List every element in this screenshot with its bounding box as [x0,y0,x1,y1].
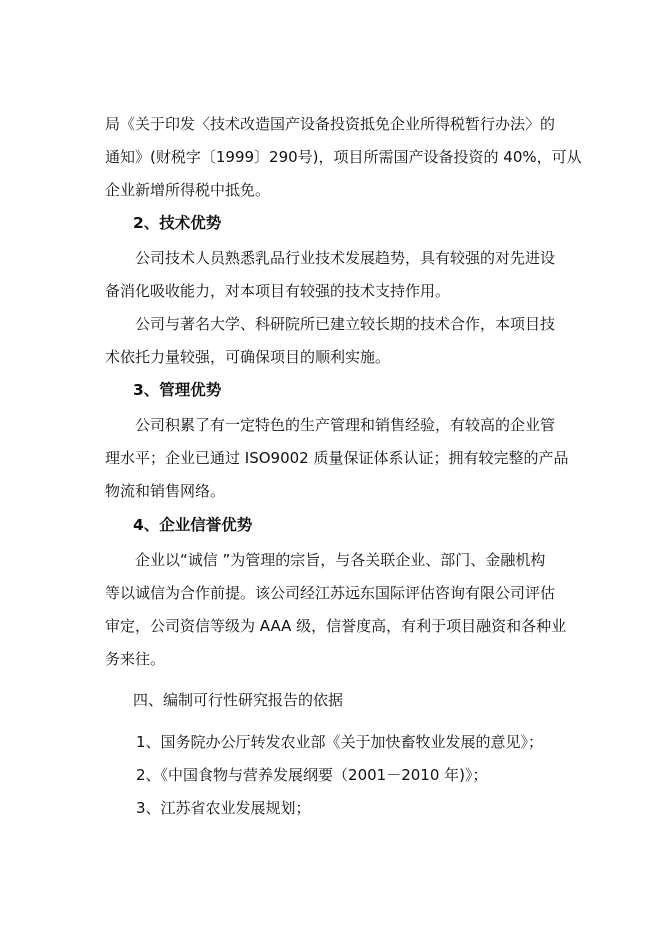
section-heading-management: 3、管理优势 [133,381,222,399]
basis-item-2: 2、《中国食物与营养发展纲要（2001－2010 年)》； [136,766,488,784]
technical-paragraph-1-line-2: 备消化吸收能力，对本项目有较强的技术支持作用。 [105,282,451,300]
intro-line-2: 通知》(财税字〔1999〕290号)，项目所需国产设备投资的 40%，可从 [105,148,582,166]
technical-paragraph-2-line-2: 术依托力量较强，可确保项目的顺利实施。 [105,348,391,366]
part-title: 四、编制可行性研究报告的依据 [133,691,344,709]
section-heading-reputation: 4、企业信誉优势 [133,516,253,534]
section-heading-technical: 2、技术优势 [133,214,222,232]
management-paragraph-line-2: 理水平；企业已通过 ISO9002 质量保证体系认证；拥有较完整的产品 [105,449,569,467]
basis-item-1: 1、国务院办公厅转发农业部《关于加快畜牧业发展的意见》； [136,733,544,751]
basis-item-3: 3、江苏省农业发展规划； [136,799,311,817]
technical-paragraph-1-line-1: 公司技术人员熟悉乳品行业技术发展趋势，具有较强的对先进设 [135,249,556,267]
management-paragraph-line-3: 物流和销售网络。 [105,482,226,500]
reputation-paragraph-line-3: 审定，公司资信等级为 AAA 级，信誉度高，有利于项目融资和各种业 [105,617,567,635]
technical-paragraph-2-line-1: 公司与著名大学、科研院所已建立较长期的技术合作，本项目技 [135,315,556,333]
reputation-paragraph-line-1: 企业以“诚信 ”为管理的宗旨，与各关联企业、部门、金融机构 [135,551,546,569]
reputation-paragraph-line-4: 务来往。 [105,650,166,668]
intro-line-3: 企业新增所得税中抵免。 [105,181,271,199]
management-paragraph-line-1: 公司积累了有一定特色的生产管理和销售经验，有较高的企业管 [135,416,556,434]
intro-line-1: 局《关于印发〈技术改造国产设备投资抵免企业所得税暂行办法〉的 [105,115,556,133]
reputation-paragraph-line-2: 等以诚信为合作前提。该公司经江苏远东国际评估咨询有限公司评估 [105,584,556,602]
